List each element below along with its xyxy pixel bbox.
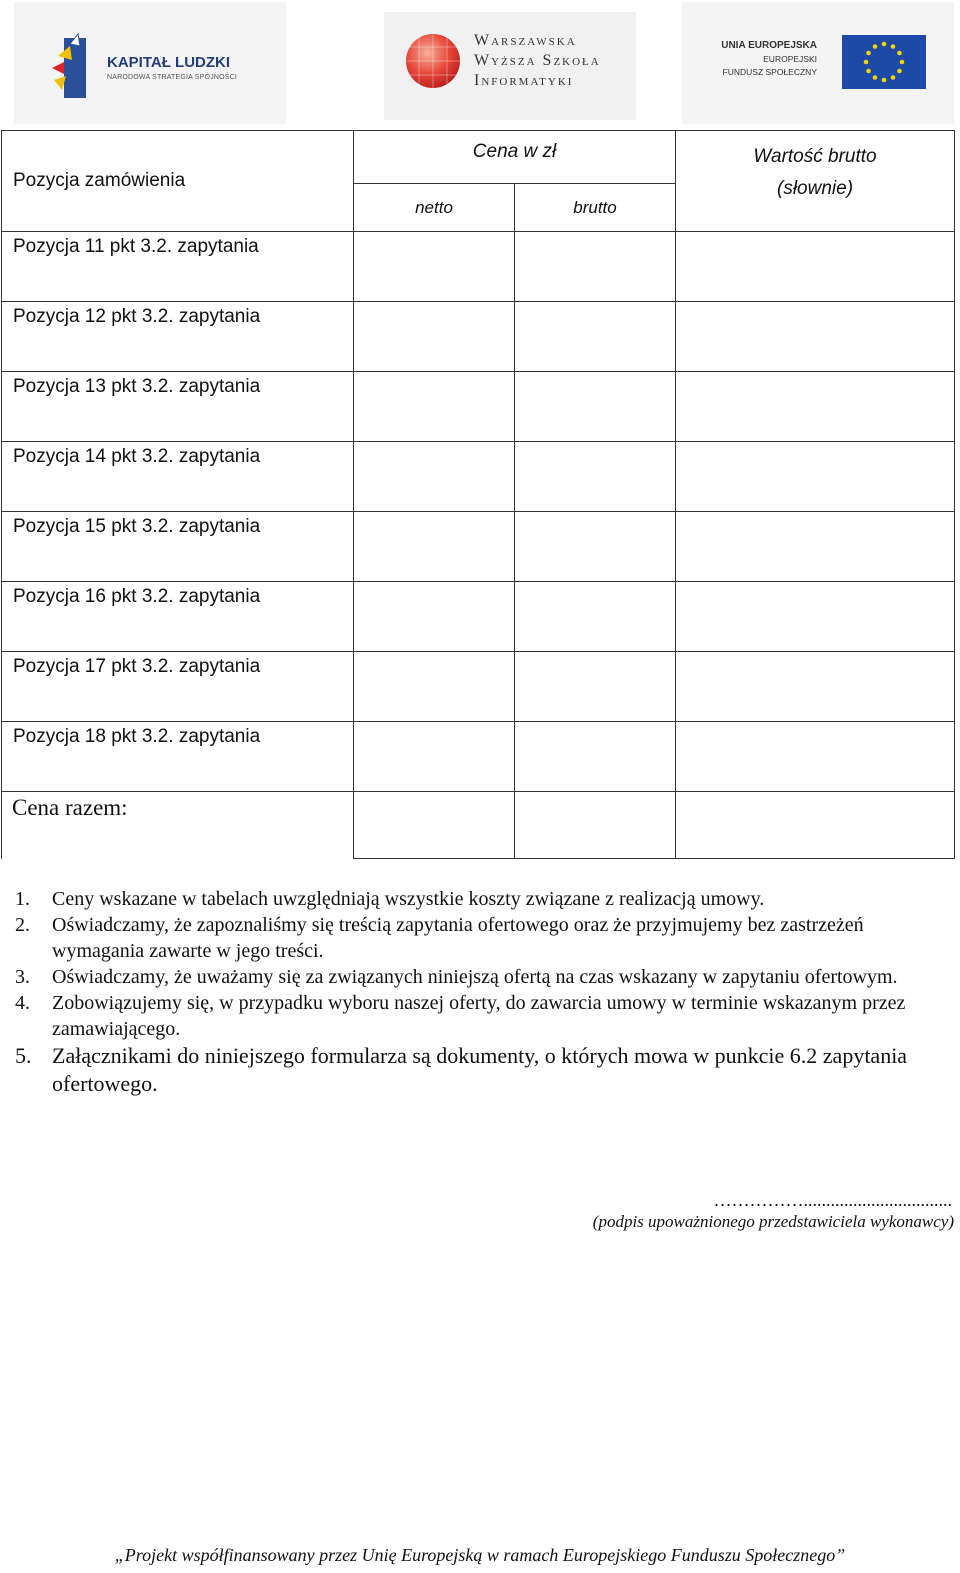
list-item-text: Załącznikami do niniejszego formularza są dokumenty, o których mowa w punkcie 6.2 zapytania ofertowego. (52, 1043, 908, 1096)
row-label-cell (2, 372, 354, 442)
list-item-text: Zobowiązujemy się, w przypadku wyboru naszej oferty, do zawarcia umowy w terminie wskazanym przez zamawiającego. (52, 992, 906, 1040)
header-gross-label: brutto (573, 197, 617, 217)
header-price-group-label: Cena w zł (472, 141, 557, 162)
gross-cell[interactable] (515, 722, 676, 792)
table-row (2, 582, 955, 652)
table-row (2, 652, 955, 722)
total-gross-cell[interactable] (515, 792, 676, 859)
row-label: Pozycja 11 pkt 3.2. zapytania (13, 236, 259, 257)
list-item (0, 990, 940, 1042)
row-label-cell (2, 442, 354, 512)
net-cell[interactable] (354, 512, 515, 582)
table-row (2, 442, 955, 512)
eu-logo (682, 2, 954, 124)
header-gross-value-line2: (słownie) (777, 178, 854, 199)
net-cell[interactable] (354, 442, 515, 512)
row-label-cell (2, 722, 354, 792)
list-item (0, 886, 940, 912)
table-row (2, 722, 955, 792)
row-label-cell (2, 512, 354, 582)
row-label: Pozycja 12 pkt 3.2. zapytania (13, 306, 261, 327)
gross-words-cell[interactable] (676, 442, 955, 512)
row-label-cell (2, 232, 354, 302)
wwsi-logo (384, 12, 636, 120)
gross-words-cell[interactable] (676, 582, 955, 652)
table-row (2, 372, 955, 442)
gross-cell[interactable] (515, 652, 676, 722)
net-cell[interactable] (354, 722, 515, 792)
header-net (354, 184, 515, 232)
signature-line: ……………................................. (713, 1190, 952, 1210)
net-cell[interactable] (354, 372, 515, 442)
kapital-ludzki-subtitle: NARODOWA STRATEGIA SPÓJNOŚCI (107, 74, 238, 81)
eu-line-1: UNIA EUROPEJSKA (721, 40, 817, 51)
signature-caption: (podpis upoważnionego przedstawiciela wykonawcy) (592, 1212, 954, 1231)
header-net-label: netto (415, 197, 453, 217)
list-item-number: 3. (15, 966, 30, 988)
gross-cell[interactable] (515, 302, 676, 372)
footer-note: „Projekt współfinansowany przez Unię Europejską w ramach Europejskiego Funduszu Społecznego” (114, 1545, 846, 1565)
gross-words-cell[interactable] (676, 652, 955, 722)
total-label: Cena razem: (12, 795, 128, 820)
gross-words-cell[interactable] (676, 302, 955, 372)
table-row (2, 302, 955, 372)
total-net-cell[interactable] (354, 792, 515, 859)
row-label: Pozycja 18 pkt 3.2. zapytania (13, 726, 261, 747)
table-row (2, 512, 955, 582)
kapital-ludzki-logo (14, 2, 286, 124)
net-cell[interactable] (354, 232, 515, 302)
gross-cell[interactable] (515, 442, 676, 512)
wwsi-line-3: Informatyki (474, 72, 574, 89)
header-price-group (354, 131, 676, 184)
eu-flag-icon (842, 35, 926, 89)
total-gross-words-cell[interactable] (676, 792, 955, 859)
gross-words-cell[interactable] (676, 372, 955, 442)
price-table (1, 130, 955, 859)
header-position-label: Pozycja zamówienia (13, 170, 186, 191)
row-label-cell (2, 302, 354, 372)
eu-line-3: FUNDUSZ SPOŁECZNY (722, 67, 817, 77)
header-position (2, 131, 354, 232)
wwsi-line-1: Warszawska (474, 32, 577, 49)
list-item (0, 1042, 940, 1098)
row-label: Pozycja 13 pkt 3.2. zapytania (13, 376, 261, 397)
header-gross-value-line1: Wartość brutto (753, 146, 877, 167)
net-cell[interactable] (354, 582, 515, 652)
statements-list (0, 886, 940, 1098)
wwsi-sphere-icon (404, 32, 462, 90)
list-item-number: 1. (15, 888, 30, 910)
list-item (0, 912, 940, 964)
gross-cell[interactable] (515, 582, 676, 652)
list-item-number: 2. (15, 914, 30, 936)
total-row (2, 792, 955, 859)
kapital-ludzki-title: KAPITAŁ LUDZKI (107, 54, 231, 71)
list-item-number: 4. (15, 992, 30, 1014)
kapital-ludzki-emblem-icon (50, 32, 102, 102)
row-label-cell (2, 582, 354, 652)
gross-cell[interactable] (515, 232, 676, 302)
header-gross (515, 184, 676, 232)
gross-cell[interactable] (515, 372, 676, 442)
wwsi-line-2: Wyższa Szkoła (474, 52, 601, 69)
row-label: Pozycja 16 pkt 3.2. zapytania (13, 586, 261, 607)
list-item (0, 964, 940, 990)
net-cell[interactable] (354, 652, 515, 722)
eu-line-2: EUROPEJSKI (763, 54, 817, 64)
gross-cell[interactable] (515, 512, 676, 582)
row-label: Pozycja 17 pkt 3.2. zapytania (13, 656, 261, 677)
row-label: Pozycja 15 pkt 3.2. zapytania (13, 516, 261, 537)
list-item-text: Ceny wskazane w tabelach uwzględniają wszystkie koszty związane z realizacją umowy. (52, 888, 765, 910)
table-row (2, 232, 955, 302)
list-item-text: Oświadczamy, że zapoznaliśmy się treścią zapytania ofertowego oraz że przyjmujemy bez zastrzeżeń wymagania zawarte w jego treści. (52, 914, 864, 962)
total-label-cell (2, 792, 354, 859)
row-label: Pozycja 14 pkt 3.2. zapytania (13, 446, 261, 467)
list-item-text: Oświadczamy, że uważamy się za związanych niniejszą ofertą na czas wskazany w zapytaniu ofertowym. (52, 966, 898, 988)
gross-words-cell[interactable] (676, 232, 955, 302)
gross-words-cell[interactable] (676, 722, 955, 792)
header-gross-value (676, 131, 955, 232)
net-cell[interactable] (354, 302, 515, 372)
row-label-cell (2, 652, 354, 722)
list-item-number: 5. (15, 1043, 32, 1068)
gross-words-cell[interactable] (676, 512, 955, 582)
